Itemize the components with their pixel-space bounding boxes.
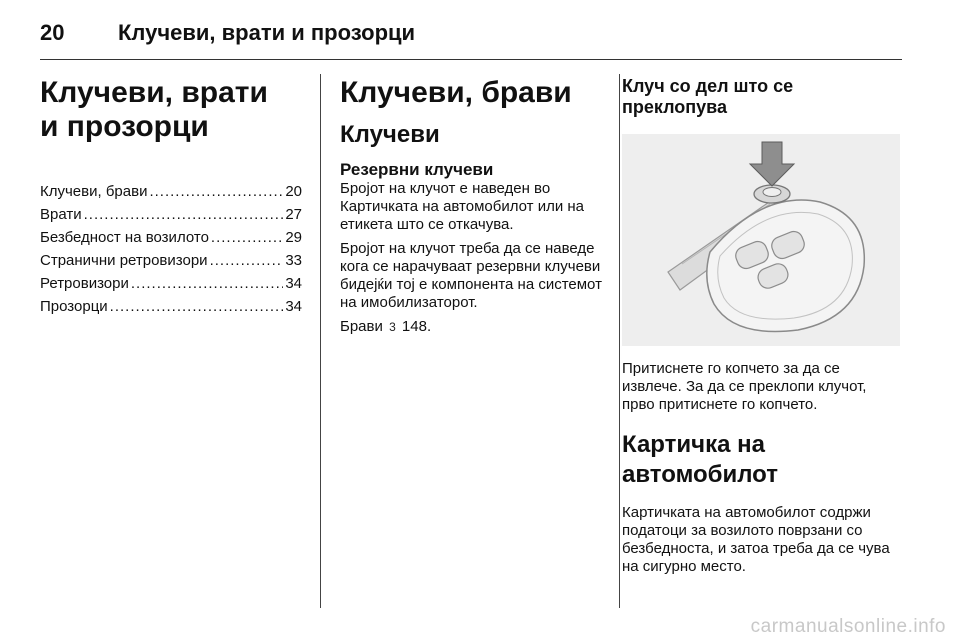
toc-entry-page: 34 [285, 298, 302, 315]
section-heading: Клучеви, брави [340, 76, 572, 109]
key-illustration-icon [622, 134, 900, 346]
toc-entry[interactable] [40, 203, 302, 226]
chapter-contents-column [40, 76, 302, 318]
vehicle-card-heading-line2: автомобилот [622, 461, 778, 488]
chapter-title [40, 76, 302, 144]
column-divider-1 [320, 74, 321, 608]
foldaway-key-illustration [622, 134, 900, 346]
header-divider [40, 59, 902, 60]
reference-arrow-icon: 3 [389, 320, 396, 334]
chapter-title-line2: и прозорци [40, 110, 209, 143]
toc-entry-label: Врати [40, 206, 82, 223]
toc-entry-page: 33 [285, 252, 302, 269]
body-paragraph: Картичката на автомобилот содржи податоци за возилото поврзани со безбедноста, и затоа треба да се чува на сигурно место. [622, 504, 890, 575]
foldaway-key-title [622, 76, 902, 118]
page-number: 20 [40, 20, 65, 45]
body-paragraph: Бројот на клучот е наведен во Картичката на автомобилот или на етикета што се откачува. [340, 180, 584, 233]
reference-page: 148. [401, 318, 432, 335]
section-subheading: Клучеви [340, 121, 440, 148]
toc-leader-dots [210, 249, 284, 272]
toc-entry-label: Прозорци [40, 298, 108, 315]
vehicle-card-heading-line1: Картичка на [622, 431, 765, 458]
cross-reference[interactable] [340, 318, 608, 336]
toc-entry[interactable] [40, 295, 302, 318]
body-paragraph: Притиснете го копчето за да се извлече. За да се преклопи клучот, прво притиснете го копчето. [622, 360, 867, 413]
vehicle-card-heading [622, 430, 902, 490]
toc-entry-page: 20 [285, 183, 302, 200]
toc-leader-dots [131, 272, 283, 295]
toc-leader-dots [84, 203, 284, 226]
toc-entry-label: Безбедност на возилото [40, 229, 209, 246]
foldaway-key-column [622, 76, 902, 582]
toc-entry-label: Ретровизори [40, 275, 129, 292]
toc-leader-dots [110, 295, 284, 318]
toc-entry-page: 27 [285, 206, 302, 223]
toc-entry[interactable] [40, 249, 302, 272]
watermark: carmanualsonline.info [750, 616, 946, 637]
reference-label: Брави [340, 318, 383, 335]
toc-leader-dots [149, 180, 283, 203]
replacement-keys-title: Резервни клучеви [340, 160, 494, 179]
toc-entry-page: 29 [285, 229, 302, 246]
toc-entry-page: 34 [285, 275, 302, 292]
body-paragraph: Бројот на клучот треба да се наведе кога се нарачуваат резервни клучеви бидејќи тој е компонента на системот на имобилизаторот. [340, 240, 602, 311]
toc-entry-label: Странични ретровизори [40, 252, 208, 269]
foldaway-key-title-line2: преклопува [622, 97, 728, 117]
column-divider-2 [619, 74, 620, 608]
chapter-title-line1: Клучеви, врати [40, 76, 268, 109]
foldaway-key-title-line1: Клуч со дел што се [622, 76, 794, 96]
toc-entry[interactable] [40, 272, 302, 295]
keys-locks-column [340, 76, 608, 342]
toc-leader-dots [211, 226, 283, 249]
table-of-contents [40, 180, 302, 318]
toc-entry-label: Клучеви, брави [40, 183, 148, 200]
toc-entry[interactable] [40, 180, 302, 203]
header-title: Клучеви, врати и прозорци [118, 20, 416, 45]
toc-entry[interactable] [40, 226, 302, 249]
page-header [40, 14, 902, 54]
